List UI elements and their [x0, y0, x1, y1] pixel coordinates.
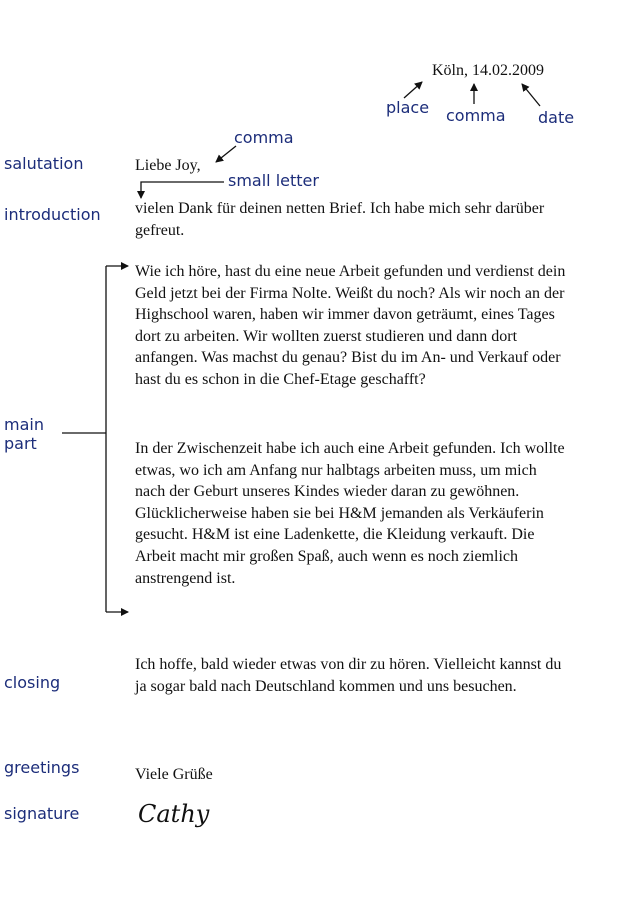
arrow-small-letter — [141, 182, 224, 198]
signature-text: Cathy — [138, 800, 210, 828]
main-paragraph-1: Wie ich höre, hast du eine neue Arbeit gefunden und verdienst dein Geld jetzt bei der Firma Nolte. Weißt du noch? Als wir noch an der Highschool waren, haben wir immer davon geträumt, eines Tages dort zu arbeiten. Wir wollten zuerst studieren und dann dort anfangen. Was machst du genau? Bist du im An- und Verkauf oder hast du es schon in die Chef-Etage geschafft? — [135, 263, 566, 388]
label-comma-salutation: comma — [234, 128, 294, 147]
label-comma-date: comma — [446, 106, 506, 125]
closing-text: Ich hoffe, bald wieder etwas von dir zu hören. Vielleicht kannst du ja sogar bald nach Deutschland kommen und uns besuchen. — [135, 656, 562, 695]
label-small-letter: small letter — [228, 171, 319, 190]
introduction-text: vielen Dank für deinen netten Brief. Ich habe mich sehr darüber gefreut. — [135, 200, 545, 239]
arrow-date — [522, 84, 540, 106]
label-place: place — [386, 98, 430, 117]
label-main-part-line2: part — [4, 434, 37, 453]
date-line: Köln, 14.02.2009 — [432, 62, 544, 79]
label-introduction: introduction — [4, 205, 101, 224]
label-closing: closing — [4, 673, 61, 692]
label-salutation: salutation — [4, 154, 84, 173]
label-main-part-line1: main — [4, 415, 44, 434]
greetings-text: Viele Grüße — [135, 766, 213, 783]
salutation-text: Liebe Joy, — [135, 157, 201, 174]
label-signature: signature — [4, 804, 80, 823]
label-greetings: greetings — [4, 758, 80, 777]
arrow-place — [404, 82, 422, 98]
label-date: date — [538, 108, 575, 127]
main-paragraph-2: In der Zwischenzeit habe ich auch eine Arbeit gefunden. Ich wollte etwas, wo ich am Anfang nur halbtags arbeiten muss, um mich nach der Geburt unseres Kindes wieder daran zu gewöhnen. Glücklicherweise haben sie bei H&M jemanden als Verkäuferin gesucht. H&M ist eine Ladenkette, die Kleidung verkauft. Die Arbeit macht mir großen Spaß, auch wenn es noch ziemlich anstrengend ist. — [135, 440, 565, 587]
arrow-comma-salutation — [216, 146, 236, 162]
